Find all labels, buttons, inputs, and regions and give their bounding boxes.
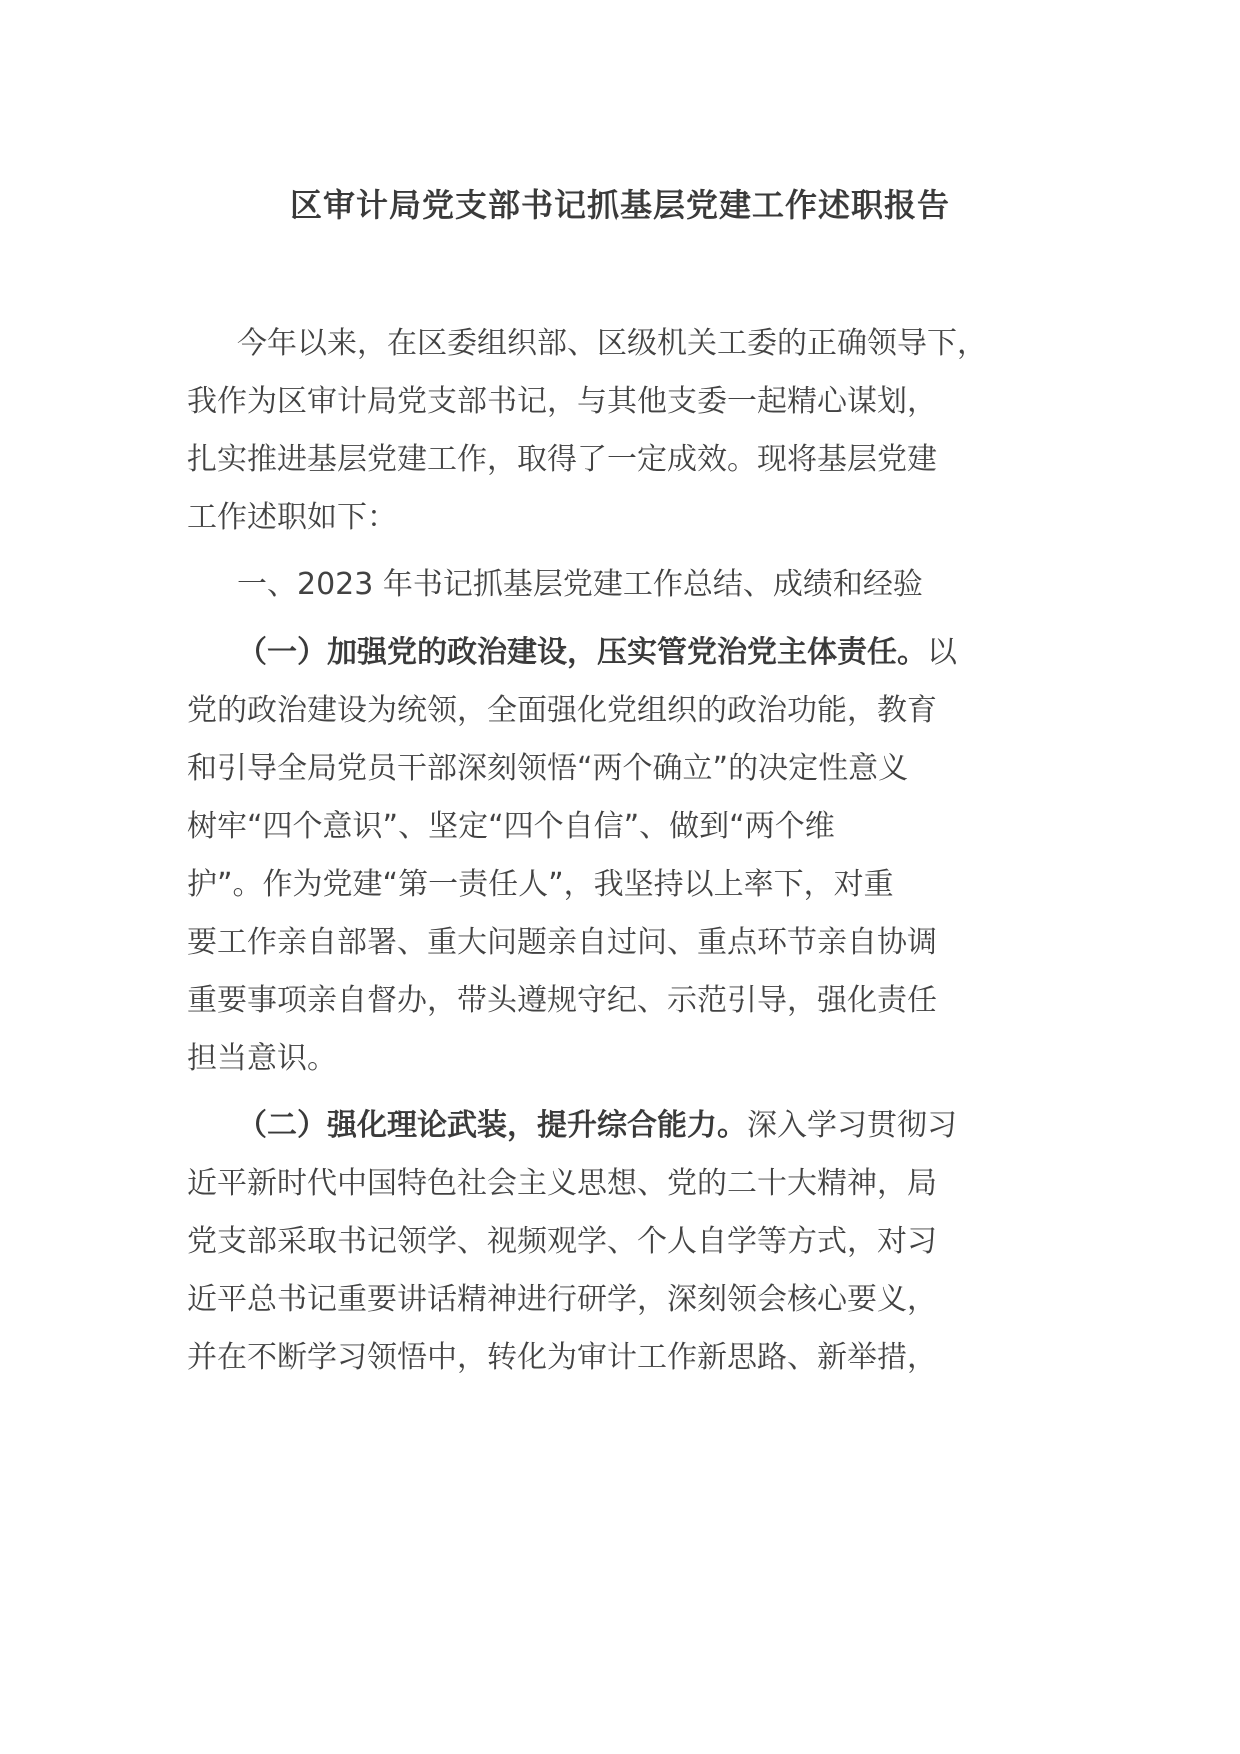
paragraph-line: 工作述职如下： <box>187 500 397 535</box>
section-heading: 一、2023 年书记抓基层党建工作总结、成绩和经验 <box>237 567 923 602</box>
paragraph-line: 近平总书记重要讲话精神进行研学，深刻领会核心要义， <box>187 1282 937 1317</box>
paragraph-line: 党的政治建设为统领，全面强化党组织的政治功能，教育 <box>187 693 937 728</box>
paragraph-line: 我作为区审计局党支部书记，与其他支委一起精心谋划， <box>187 384 937 419</box>
paragraph-line: 并在不断学习领悟中，转化为审计工作新思路、新举措， <box>187 1340 937 1375</box>
paragraph-line: 和引导全局党员干部深刻领悟“两个确立”的决定性意义 <box>187 751 909 786</box>
subsection-heading: （一）加强党的政治建设，压实管党治党主体责任。 <box>237 635 927 670</box>
subsection-line <box>237 631 957 675</box>
paragraph-line: 担当意识。 <box>187 1041 337 1076</box>
subsection-text: 深入学习贯彻习 <box>747 1108 957 1143</box>
paragraph-line: 扎实推进基层党建工作，取得了一定成效。现将基层党建 <box>187 442 937 477</box>
paragraph-line: 要工作亲自部署、重大问题亲自过问、重点环节亲自协调 <box>187 925 937 960</box>
paragraph-line: 近平新时代中国特色社会主义思想、党的二十大精神，局 <box>187 1166 937 1201</box>
subsection-line <box>237 1104 957 1148</box>
paragraph-line: 党支部采取书记领学、视频观学、个人自学等方式，对习 <box>187 1224 937 1259</box>
paragraph-line: 今年以来，在区委组织部、区级机关工委的正确领导下， <box>237 326 987 361</box>
document-title: 区审计局党支部书记抓基层党建工作述职报告 <box>289 186 950 224</box>
subsection-text: 以 <box>927 635 957 670</box>
paragraph-line: 护”。作为党建“第一责任人”，我坚持以上率下，对重 <box>187 867 894 902</box>
paragraph-line: 重要事项亲自督办，带头遵规守纪、示范引导，强化责任 <box>187 983 937 1018</box>
subsection-heading: （二）强化理论武装，提升综合能力。 <box>237 1108 747 1143</box>
paragraph-line: 树牢“四个意识”、坚定“四个自信”、做到“两个维 <box>187 809 835 844</box>
